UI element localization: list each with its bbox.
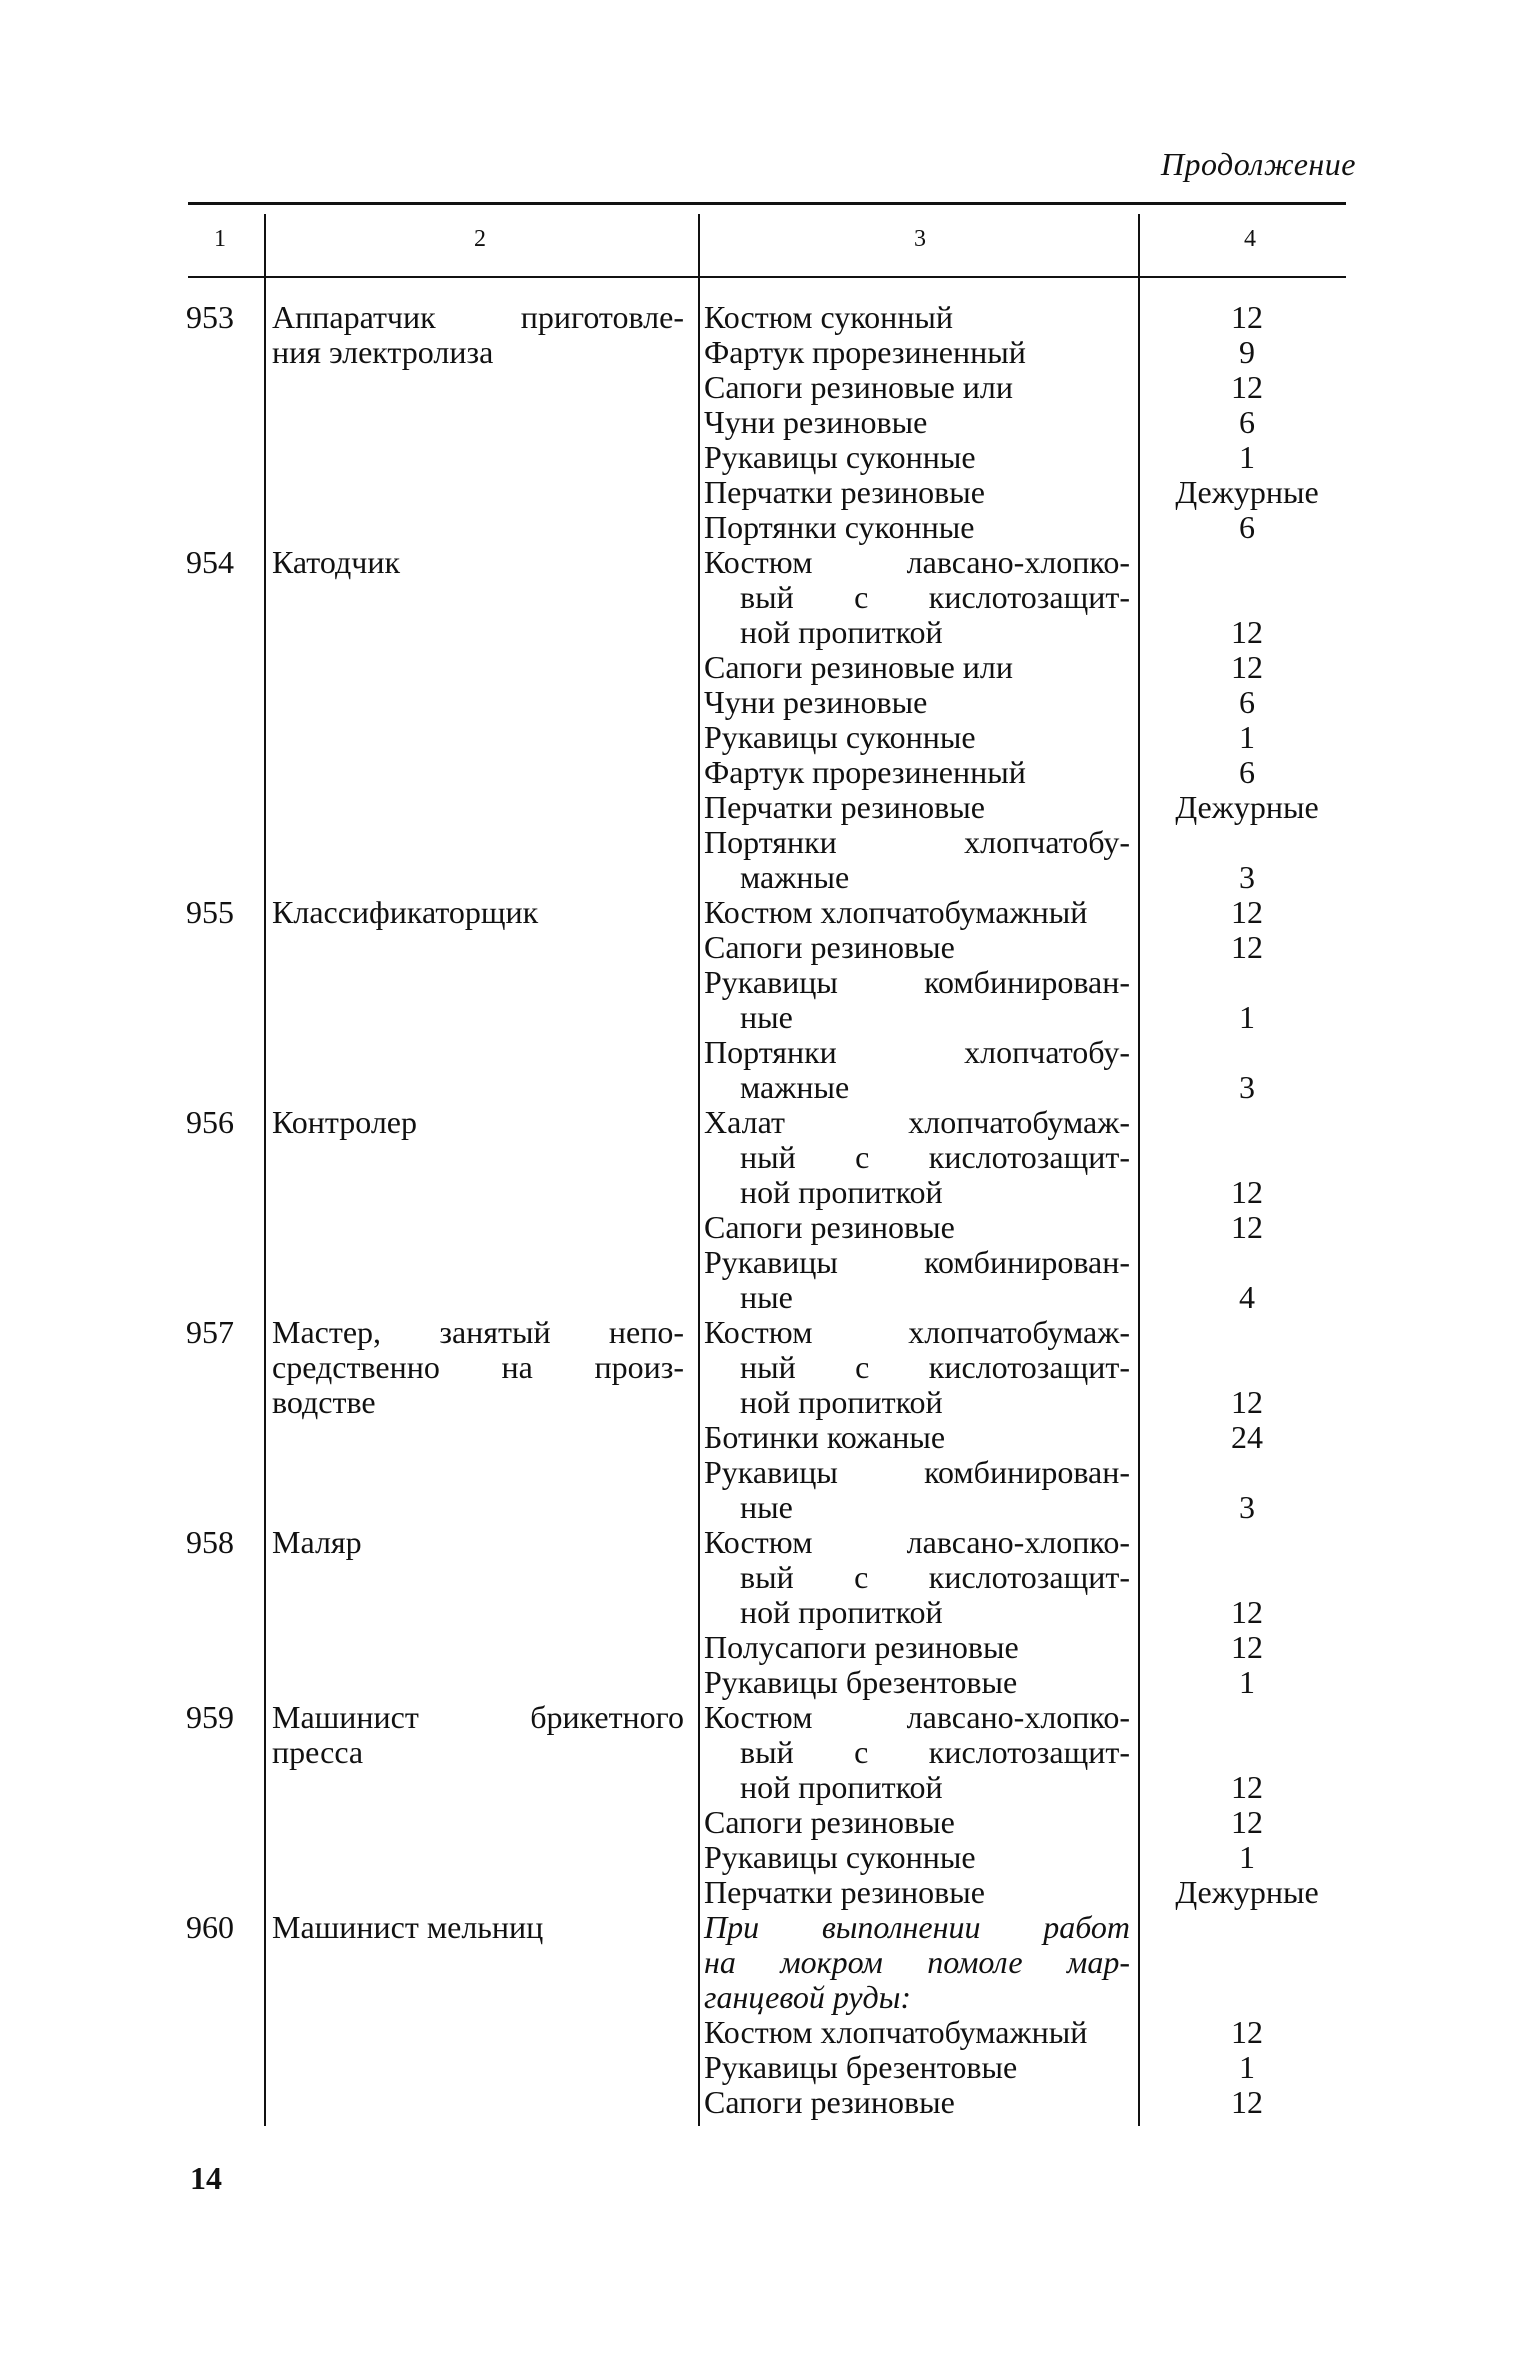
protective-item-line: ганцевой руды:: [704, 1979, 912, 2015]
protective-item-line: Рукавицы брезентовые: [704, 1664, 1018, 1700]
protective-item-line: Костюм хлопчатобумажный: [704, 2014, 1088, 2050]
protective-item-line: Чуни резиновые: [704, 684, 928, 720]
protective-item: [704, 335, 1130, 370]
wear-period: 12: [1231, 1174, 1263, 1210]
profession-name: [272, 1105, 684, 1140]
row-number: 959: [186, 1699, 234, 1735]
wear-period: 12: [1231, 1769, 1263, 1805]
protective-item-line: Портянки хлопчатобу-: [704, 1034, 1130, 1070]
wear-period: 12: [1231, 369, 1263, 405]
wear-period: 1: [1239, 719, 1255, 755]
protective-item: [704, 1525, 1130, 1630]
protective-item: [704, 2085, 1130, 2120]
profession-name-line: Аппаратчик приготовле-: [272, 299, 684, 335]
profession-name-line: средственно на произ-: [272, 1349, 684, 1385]
profession-name-line: Мастер, занятый непо-: [272, 1314, 684, 1350]
row-number: 957: [186, 1314, 234, 1350]
profession-name: [272, 1315, 684, 1420]
wear-period: Дежурные: [1175, 474, 1319, 510]
protective-item: [704, 895, 1130, 930]
profession-name: [272, 1700, 684, 1770]
protective-item: [704, 1455, 1130, 1525]
column-divider-3: [1138, 214, 1140, 2126]
protective-item-line: Фартук прорезиненный: [704, 754, 1026, 790]
protective-item-line: мажные: [740, 859, 850, 895]
protective-item-line: Перчатки резиновые: [704, 474, 985, 510]
protective-item: [704, 510, 1130, 545]
protective-item: [704, 545, 1130, 650]
protective-item-line: Перчатки резиновые: [704, 1874, 985, 1910]
wear-period: 12: [1231, 894, 1263, 930]
profession-name-line: ния электролиза: [272, 334, 494, 370]
protective-item-line: ный с кислотозащит-: [740, 1349, 1130, 1385]
protective-item-line: Костюм лавсано-хлопко-: [704, 544, 1130, 580]
protective-item-line: мажные: [740, 1069, 850, 1105]
profession-name-line: Маляр: [272, 1524, 362, 1560]
protective-item: [704, 720, 1130, 755]
protective-item-line: Костюм хлопчатобумаж-: [704, 1314, 1130, 1350]
wear-period: 24: [1231, 1419, 1263, 1455]
wear-period: 12: [1231, 1209, 1263, 1245]
protective-item-line: ной пропиткой: [740, 614, 943, 650]
profession-name: [272, 545, 684, 580]
protective-item-line: Костюм хлопчатобумажный: [704, 894, 1088, 930]
column-header-3: 3: [914, 226, 926, 252]
protective-item-line: Портянки суконные: [704, 509, 975, 545]
protective-item: [704, 650, 1130, 685]
wear-period: 1: [1239, 2049, 1255, 2085]
protective-item-line: Ботинки кожаные: [704, 1419, 946, 1455]
row-number: 955: [186, 894, 234, 930]
wear-period: 1: [1239, 1839, 1255, 1875]
wear-period: 12: [1231, 2014, 1263, 2050]
wear-period: 1: [1239, 439, 1255, 475]
wear-period: 6: [1239, 684, 1255, 720]
protective-item: [704, 300, 1130, 335]
protective-item-line: Костюм лавсано-хлопко-: [704, 1524, 1130, 1560]
wear-period: 12: [1231, 614, 1263, 650]
protective-item-line: ной пропиткой: [740, 1384, 943, 1420]
wear-period: 12: [1231, 649, 1263, 685]
page-number: 14: [190, 2160, 222, 2196]
protective-item-line: Перчатки резиновые: [704, 789, 985, 825]
wear-period: 12: [1231, 1594, 1263, 1630]
wear-period: 3: [1239, 859, 1255, 895]
protective-item-line: Рукавицы суконные: [704, 1839, 976, 1875]
protective-item-line: ной пропиткой: [740, 1174, 943, 1210]
row-number: 960: [186, 1909, 234, 1945]
wear-period: Дежурные: [1175, 789, 1319, 825]
profession-name-line: Катодчик: [272, 544, 400, 580]
protective-item-line: Сапоги резиновые или: [704, 649, 1014, 685]
protective-item: [704, 2050, 1130, 2085]
protective-item-line: ные: [740, 1489, 793, 1525]
profession-name-line: Классификаторщик: [272, 894, 539, 930]
wear-period: 12: [1231, 2084, 1263, 2120]
protective-item-line: При выполнении работ: [704, 1909, 1130, 1945]
protective-item: [704, 1245, 1130, 1315]
protective-item: [704, 755, 1130, 790]
protective-item: [704, 825, 1130, 895]
column-header-2: 2: [474, 226, 486, 252]
wear-period: 6: [1239, 509, 1255, 545]
column-divider-1: [264, 214, 266, 2126]
protective-item-line: Сапоги резиновые: [704, 1209, 955, 1245]
wear-period: 12: [1231, 1384, 1263, 1420]
row-number: 953: [186, 299, 234, 335]
wear-period: 6: [1239, 754, 1255, 790]
protective-item: [704, 405, 1130, 440]
protective-item-line: ные: [740, 1279, 793, 1315]
protective-item: [704, 475, 1130, 510]
wear-period: 1: [1239, 999, 1255, 1035]
wear-period: 6: [1239, 404, 1255, 440]
protective-item: [704, 1700, 1130, 1805]
protective-item: [704, 685, 1130, 720]
protective-item-line: Сапоги резиновые: [704, 2084, 955, 2120]
profession-name-line: Машинист брикетного: [272, 1699, 684, 1735]
protective-item: [704, 1210, 1130, 1245]
protective-item-line: ный с кислотозащит-: [740, 1139, 1130, 1175]
protective-item-line: Портянки хлопчатобу-: [704, 824, 1130, 860]
protective-item-line: вый с кислотозащит-: [740, 1559, 1130, 1595]
protective-item-line: Полусапоги резиновые: [704, 1629, 1019, 1665]
protective-item-line: Сапоги резиновые или: [704, 369, 1014, 405]
wear-period: 12: [1231, 299, 1263, 335]
wear-period: 12: [1231, 929, 1263, 965]
wear-period: 12: [1231, 1629, 1263, 1665]
protective-item: [704, 440, 1130, 475]
protective-item: [704, 2015, 1130, 2050]
column-header-1: 1: [214, 226, 226, 252]
profession-name-line: Машинист мельниц: [272, 1909, 544, 1945]
wear-period: Дежурные: [1175, 1874, 1319, 1910]
protective-item-line: на мокром помоле мар-: [704, 1944, 1130, 1980]
wear-period: 3: [1239, 1069, 1255, 1105]
row-number: 956: [186, 1104, 234, 1140]
protective-item-line: Костюм суконный: [704, 299, 954, 335]
protective-item: [704, 1105, 1130, 1210]
protective-item: [704, 1875, 1130, 1910]
table-top-rule: [188, 202, 1346, 205]
table-header-rule: [188, 276, 1346, 278]
row-number: 954: [186, 544, 234, 580]
protective-item: [704, 1840, 1130, 1875]
protective-item-line: вый с кислотозащит-: [740, 1734, 1130, 1770]
protective-item-line: Сапоги резиновые: [704, 929, 955, 965]
row-number: 958: [186, 1524, 234, 1560]
protective-item-line: Костюм лавсано-хлопко-: [704, 1699, 1130, 1735]
protective-item: [704, 965, 1130, 1035]
protective-item-line: Халат хлопчатобумаж-: [704, 1104, 1130, 1140]
protective-item: [704, 1630, 1130, 1665]
protective-item: [704, 1315, 1130, 1420]
profession-name: [272, 300, 684, 370]
profession-name-line: водстве: [272, 1384, 376, 1420]
profession-name: [272, 1525, 684, 1560]
protective-item-line: Чуни резиновые: [704, 404, 928, 440]
continuation-label: Продолжение: [1160, 146, 1356, 182]
protective-item: [704, 1665, 1130, 1700]
protective-item-line: ной пропиткой: [740, 1594, 943, 1630]
wear-period: 3: [1239, 1489, 1255, 1525]
profession-name-line: пресса: [272, 1734, 364, 1770]
wear-period: 12: [1231, 1804, 1263, 1840]
protective-item: [704, 1805, 1130, 1840]
wear-period: 9: [1239, 334, 1255, 370]
protective-item: [704, 930, 1130, 965]
protective-item-line: Рукавицы суконные: [704, 719, 976, 755]
protective-item: [704, 790, 1130, 825]
protective-item-line: ные: [740, 999, 793, 1035]
protective-item: [704, 370, 1130, 405]
protective-item-line: ной пропиткой: [740, 1769, 943, 1805]
wear-period: 1: [1239, 1664, 1255, 1700]
column-divider-2: [698, 214, 700, 2126]
protective-item: [704, 1035, 1130, 1105]
protective-item-line: Рукавицы комбинирован-: [704, 964, 1130, 1000]
protective-item-line: Рукавицы комбинирован-: [704, 1454, 1130, 1490]
protective-item-line: Фартук прорезиненный: [704, 334, 1026, 370]
protective-item-line: Сапоги резиновые: [704, 1804, 955, 1840]
wear-period: 4: [1239, 1279, 1255, 1315]
protective-item: [704, 1910, 1130, 2015]
protective-item: [704, 1420, 1130, 1455]
profession-name-line: Контролер: [272, 1104, 417, 1140]
profession-name: [272, 895, 684, 930]
column-header-4: 4: [1244, 226, 1256, 252]
protective-item-line: Рукавицы суконные: [704, 439, 976, 475]
protective-item-line: вый с кислотозащит-: [740, 579, 1130, 615]
protective-item-line: Рукавицы комбинирован-: [704, 1244, 1130, 1280]
profession-name: [272, 1910, 684, 1945]
protective-item-line: Рукавицы брезентовые: [704, 2049, 1018, 2085]
